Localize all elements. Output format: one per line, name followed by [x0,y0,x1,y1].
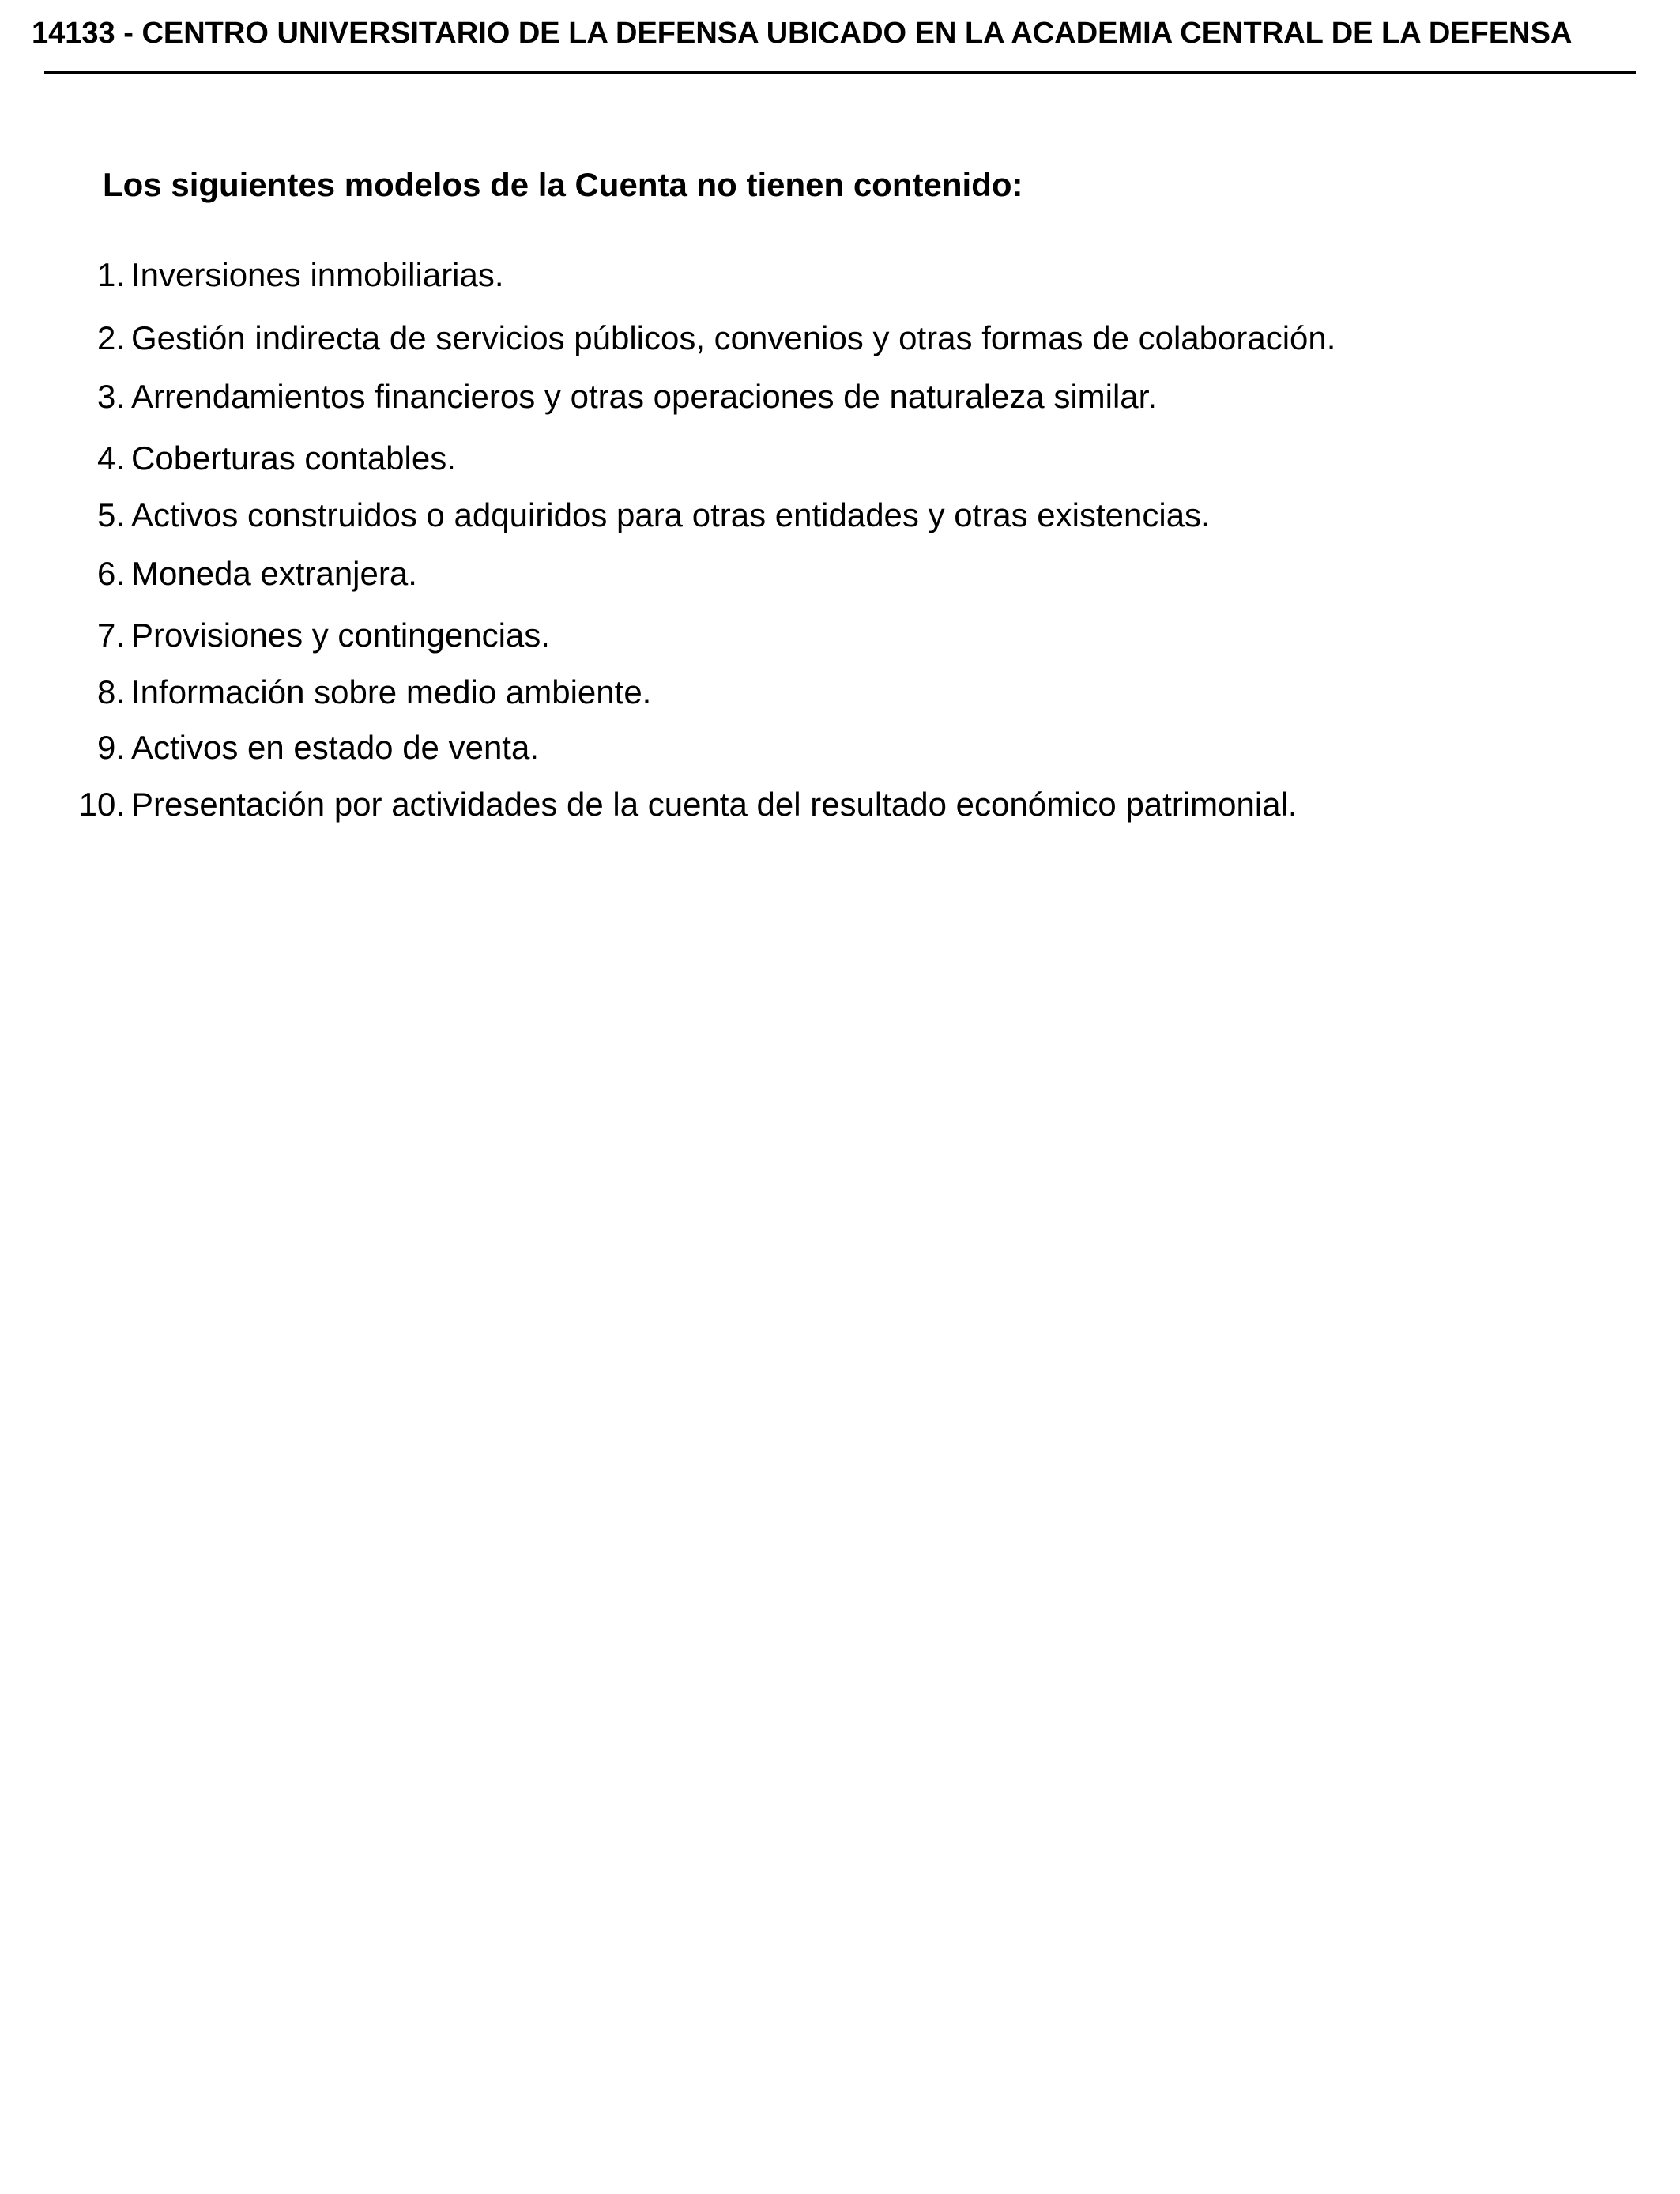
list-item [0,784,1659,831]
list-item-text: Provisiones y contingencias. [131,616,550,654]
list-item-number: 3. [96,378,125,415]
list-item-text: Presentación por actividades de la cuenta del resultado económico patrimonial. [131,786,1298,823]
list-item-text: Activos en estado de venta. [131,729,539,766]
section-heading: Los siguientes modelos de la Cuenta no tienen contenido: [103,166,1023,203]
list-item-number: 4. [96,439,125,477]
list-item-text: Inversiones inmobiliarias. [131,256,504,293]
list-item [0,376,1659,424]
list-item [0,318,1659,365]
list-item-number: 7. [96,616,125,654]
header-title: 14133 - CENTRO UNIVERSITARIO DE LA DEFENSA UBICADO EN LA ACADEMIA CENTRAL DE LA DEFENSA [32,17,1573,50]
list-item-text: Arrendamientos financieros y otras operaciones de naturaleza similar. [131,378,1158,415]
header-divider [44,71,1636,74]
list-item [0,727,1659,775]
list-item [0,553,1659,601]
list-item-text: Gestión indirecta de servicios públicos, convenios y otras formas de colaboración. [131,319,1336,356]
list-item [0,495,1659,542]
list-item [0,438,1659,485]
list-item-number: 10. [78,786,125,823]
list-item-text: Moneda extranjera. [131,555,417,592]
list-item [0,672,1659,719]
list-item-text: Información sobre medio ambiente. [131,673,652,711]
list-item [0,254,1659,302]
list-item-text: Activos construidos o adquiridos para otras entidades y otras existencias. [131,496,1211,533]
list-item-number: 9. [96,729,125,766]
list-item-number: 8. [96,673,125,711]
list-item-number: 6. [96,555,125,592]
list-item-number: 1. [96,256,125,293]
list-item [0,615,1659,662]
list-item-number: 2. [96,319,125,356]
list-item-text: Coberturas contables. [131,439,456,477]
page-header [0,0,1680,76]
list-item-number: 5. [96,496,125,533]
